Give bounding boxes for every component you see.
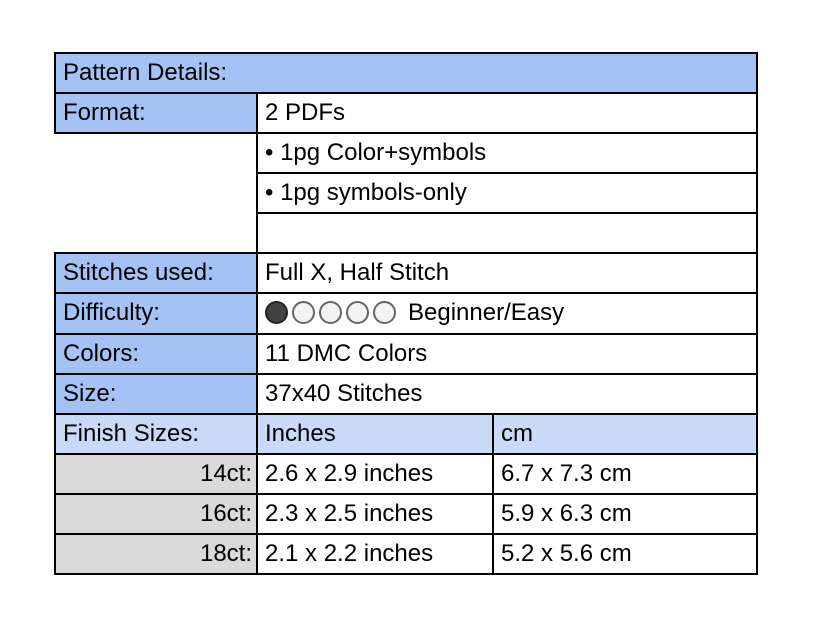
table-row-stitches (55, 253, 757, 293)
empty-circle-icon (373, 301, 396, 324)
difficulty-value-cell (257, 293, 757, 334)
count-label: 18ct: (55, 534, 257, 574)
table-row-finish-size (55, 534, 757, 574)
size-value: 37x40 Stitches (257, 374, 757, 414)
size-label: Size: (55, 374, 257, 414)
difficulty-rating (265, 293, 400, 331)
table-row-finish-size (55, 494, 757, 534)
format-item: • 1pg Color+symbols (257, 133, 757, 173)
finish-sizes-label: Finish Sizes: (55, 414, 257, 454)
table-row-finish-header (55, 414, 757, 454)
pattern-details-title: Pattern Details: (55, 53, 757, 93)
count-label: 16ct: (55, 494, 257, 534)
table-row-difficulty (55, 293, 757, 334)
stitches-label: Stitches used: (55, 253, 257, 293)
format-item-empty (257, 213, 757, 253)
cm-column-header: cm (493, 414, 757, 454)
table-row-colors (55, 334, 757, 374)
table-row-title (55, 53, 757, 93)
empty-circle-icon (346, 301, 369, 324)
filled-circle-icon (265, 301, 288, 324)
inches-value: 2.1 x 2.2 inches (257, 534, 493, 574)
colors-label: Colors: (55, 334, 257, 374)
count-label: 14ct: (55, 454, 257, 494)
format-label: Format: (55, 93, 257, 133)
empty-circle-icon (292, 301, 315, 324)
cm-value: 5.9 x 6.3 cm (493, 494, 757, 534)
empty-circle-icon (319, 301, 342, 324)
difficulty-text: Beginner/Easy (408, 299, 565, 326)
stitches-value: Full X, Half Stitch (257, 253, 757, 293)
table-row-format-item (55, 133, 757, 173)
format-value: 2 PDFs (257, 93, 757, 133)
format-item: • 1pg symbols-only (257, 173, 757, 213)
format-blank-cell (55, 133, 257, 253)
cm-value: 5.2 x 5.6 cm (493, 534, 757, 574)
table-row-format (55, 93, 757, 133)
colors-value: 11 DMC Colors (257, 334, 757, 374)
inches-column-header: Inches (257, 414, 493, 454)
inches-value: 2.6 x 2.9 inches (257, 454, 493, 494)
difficulty-label: Difficulty: (55, 293, 257, 334)
inches-value: 2.3 x 2.5 inches (257, 494, 493, 534)
table-row-finish-size (55, 454, 757, 494)
pattern-details-table (54, 52, 758, 575)
table-row-size (55, 374, 757, 414)
cm-value: 6.7 x 7.3 cm (493, 454, 757, 494)
